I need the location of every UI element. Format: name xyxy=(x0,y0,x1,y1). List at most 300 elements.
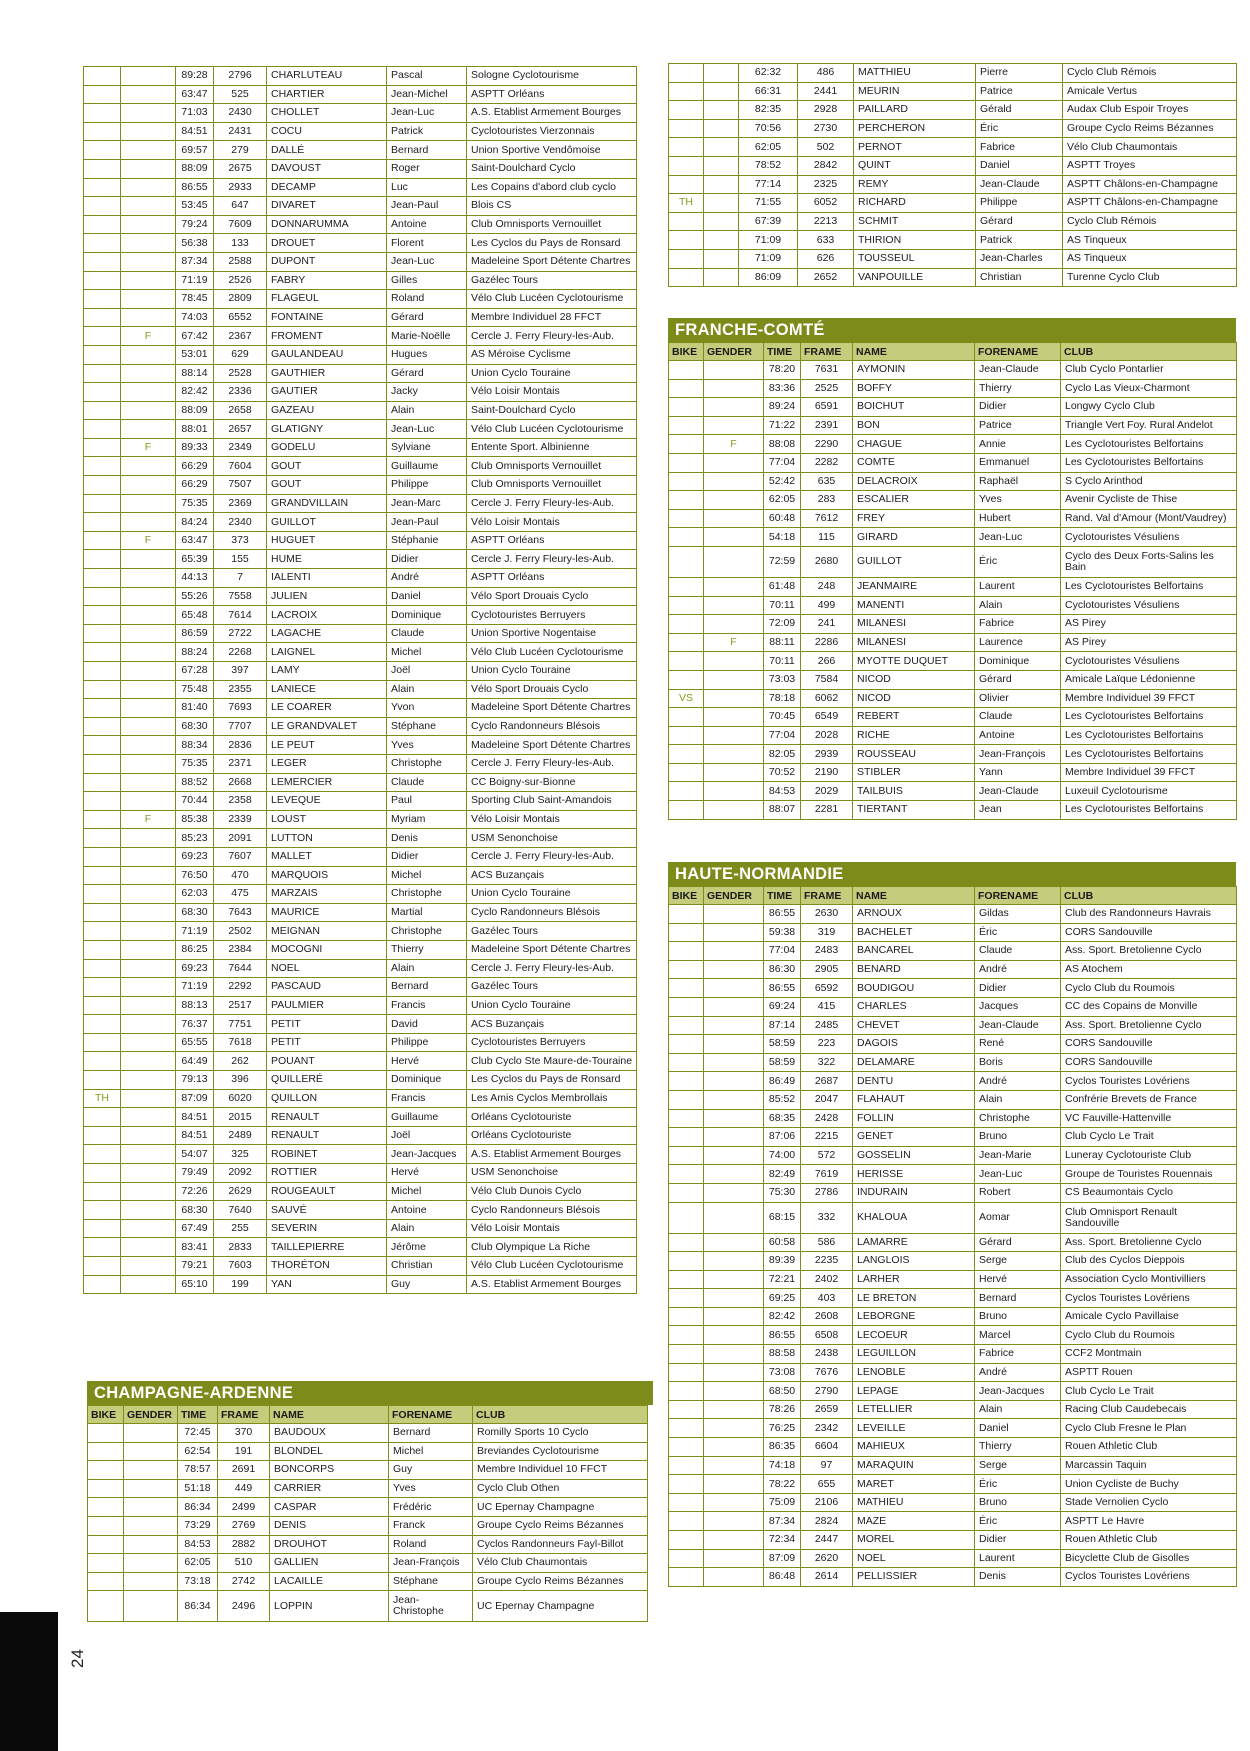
cell-gender xyxy=(121,792,176,811)
cell-forename: Francis xyxy=(387,1089,467,1108)
table-row xyxy=(84,643,637,662)
cell-name: CHEVET xyxy=(853,1016,975,1035)
cell-time: 73:08 xyxy=(764,1363,801,1382)
cell-gender xyxy=(121,587,176,606)
cell-bike xyxy=(669,416,704,435)
table-row xyxy=(669,1128,1237,1147)
table-row xyxy=(669,1289,1237,1308)
cell-bike xyxy=(84,438,121,457)
cell-name: FREY xyxy=(853,509,975,528)
cell-gender xyxy=(121,104,176,123)
cell-name: DELAMARE xyxy=(853,1053,975,1072)
cell-gender xyxy=(704,416,764,435)
cell-forename: Serge xyxy=(975,1252,1061,1271)
cell-forename: Michel xyxy=(387,1182,467,1201)
cell-frame: 2652 xyxy=(798,268,854,287)
table-row xyxy=(84,885,637,904)
cell-gender xyxy=(704,1289,764,1308)
cell-forename: Fabrice xyxy=(975,1345,1061,1364)
cell-name: MARZAIS xyxy=(267,885,387,904)
cell-club: AS Pirey xyxy=(1061,633,1237,652)
cell-forename: Christophe xyxy=(975,1109,1061,1128)
cell-club: CS Beaumontais Cyclo xyxy=(1061,1183,1237,1202)
cell-forename: Stéphane xyxy=(389,1572,473,1591)
cell-club: Union Cyclo Touraine xyxy=(467,885,637,904)
cell-name: GAUTIER xyxy=(267,383,387,402)
cell-time: 87:09 xyxy=(764,1549,801,1568)
cell-forename: Éric xyxy=(976,119,1063,138)
cell-frame: 586 xyxy=(801,1233,853,1252)
cell-club: ASPTT Rouen xyxy=(1061,1363,1237,1382)
cell-gender xyxy=(121,662,176,681)
cell-forename: Gérald xyxy=(976,101,1063,120)
cell-club: Saint-Doulchard Cyclo xyxy=(467,401,637,420)
table-row xyxy=(669,64,1237,83)
cell-club: Entente Sport. Albinienne xyxy=(467,438,637,457)
cell-forename: Laurence xyxy=(975,633,1061,652)
cell-forename: Denis xyxy=(975,1568,1061,1587)
cell-name: TIERTANT xyxy=(853,801,975,820)
cell-club: Club Omnisports Vernouillet xyxy=(467,476,637,495)
cell-forename: Gérard xyxy=(387,308,467,327)
cell-gender xyxy=(121,978,176,997)
table-row xyxy=(88,1461,648,1480)
cell-bike xyxy=(669,905,704,924)
cell-bike xyxy=(84,680,121,699)
cell-gender xyxy=(704,1363,764,1382)
cell-club: Les Cyclotouristes Belfortains xyxy=(1061,453,1237,472)
table-row xyxy=(84,1033,637,1052)
cell-forename: Roland xyxy=(387,290,467,309)
cell-bike xyxy=(669,1549,704,1568)
cell-gender xyxy=(704,249,739,268)
cell-club: Cyclo Club Rémois xyxy=(1063,64,1237,83)
table-row xyxy=(669,1183,1237,1202)
cell-time: 70:45 xyxy=(764,708,801,727)
table-row xyxy=(84,383,637,402)
cell-gender: F xyxy=(121,438,176,457)
cell-name: MANENTI xyxy=(853,596,975,615)
cell-gender xyxy=(704,1456,764,1475)
cell-frame: 2939 xyxy=(801,745,853,764)
cell-forename: Gérard xyxy=(975,1233,1061,1252)
table-row xyxy=(669,528,1237,547)
cell-name: INDURAIN xyxy=(853,1183,975,1202)
cell-bike xyxy=(669,1307,704,1326)
cell-frame: 2325 xyxy=(798,175,854,194)
table-row xyxy=(669,1270,1237,1289)
cell-gender xyxy=(121,1052,176,1071)
cell-frame: 2502 xyxy=(214,922,267,941)
column-header-time: TIME xyxy=(764,887,801,905)
column-header-gender: GENDER xyxy=(704,343,764,361)
cell-forename: Yves xyxy=(387,736,467,755)
table-row xyxy=(669,1400,1237,1419)
cell-forename: Jean-Luc xyxy=(975,1165,1061,1184)
haute-normandie-title: HAUTE-NORMANDIE xyxy=(668,862,1236,886)
table-row xyxy=(84,978,637,997)
cell-bike xyxy=(669,1475,704,1494)
cell-frame: 629 xyxy=(214,345,267,364)
table-row xyxy=(84,364,637,383)
cell-gender xyxy=(121,736,176,755)
cell-bike xyxy=(84,829,121,848)
cell-frame: 2106 xyxy=(801,1493,853,1512)
cell-name: DAVOUST xyxy=(267,159,387,178)
franche-comte-table xyxy=(668,342,1237,820)
cell-forename: Denis xyxy=(387,829,467,848)
cell-club: ASPTT Orléans xyxy=(467,531,637,550)
cell-forename: Bernard xyxy=(975,1289,1061,1308)
table-row xyxy=(84,1089,637,1108)
cell-bike xyxy=(669,615,704,634)
table-row xyxy=(669,652,1237,671)
cell-name: MILANESI xyxy=(853,615,975,634)
cell-name: ROUGEAULT xyxy=(267,1182,387,1201)
cell-gender xyxy=(704,1252,764,1271)
column-header-forename: FORENAME xyxy=(975,887,1061,905)
cell-club: Groupe Cyclo Reims Bézannes xyxy=(1063,119,1237,138)
cell-forename: Jean-Claude xyxy=(975,782,1061,801)
cell-club: Les Cyclos du Pays de Ronsard xyxy=(467,1071,637,1090)
cell-frame: 499 xyxy=(801,596,853,615)
cell-forename: Alain xyxy=(387,959,467,978)
cell-forename: Jean-Claude xyxy=(975,1016,1061,1035)
table-header-row xyxy=(88,1406,648,1424)
table-row xyxy=(84,178,637,197)
cell-forename: Patrick xyxy=(976,231,1063,250)
cell-club: Amicale Laïque Lédonienne xyxy=(1061,670,1237,689)
cell-bike xyxy=(84,978,121,997)
cell-club: Club Omnisports Vernouillet xyxy=(467,215,637,234)
cell-bike xyxy=(669,652,704,671)
cell-name: MAZE xyxy=(853,1512,975,1531)
cell-gender xyxy=(121,699,176,718)
cell-name: PETIT xyxy=(267,1033,387,1052)
cell-gender xyxy=(704,546,764,577)
cell-time: 70:56 xyxy=(739,119,798,138)
cell-name: MALLET xyxy=(267,847,387,866)
cell-name: TAILLEPIERRE xyxy=(267,1238,387,1257)
cell-time: 77:04 xyxy=(764,942,801,961)
page-number: 24 xyxy=(68,1649,87,1668)
cell-gender xyxy=(704,1165,764,1184)
cell-time: 84:53 xyxy=(764,782,801,801)
cell-time: 73:18 xyxy=(178,1572,218,1591)
cell-frame: 2657 xyxy=(214,420,267,439)
cell-club: CC des Copains de Monville xyxy=(1061,997,1237,1016)
table-row xyxy=(669,1549,1237,1568)
cell-name: BLONDEL xyxy=(270,1442,389,1461)
cell-name: NICOD xyxy=(853,689,975,708)
cell-club: Cyclo Club Rémois xyxy=(1063,212,1237,231)
cell-gender xyxy=(121,420,176,439)
cell-bike xyxy=(669,64,704,83)
cell-name: CHOLLET xyxy=(267,104,387,123)
cell-bike xyxy=(84,662,121,681)
column-header-name: NAME xyxy=(853,343,975,361)
cell-name: THORÉTON xyxy=(267,1257,387,1276)
table-row xyxy=(84,327,637,346)
cell-club: Cyclotouristes Berruyers xyxy=(467,1033,637,1052)
table-row xyxy=(84,829,637,848)
cell-club: Marcassin Taquin xyxy=(1061,1456,1237,1475)
cell-club: Club des Randonneurs Havrais xyxy=(1061,905,1237,924)
cell-name: LEBORGNE xyxy=(853,1307,975,1326)
cell-forename: Gérard xyxy=(976,212,1063,231)
cell-name: QUILLERÉ xyxy=(267,1071,387,1090)
column-header-name: NAME xyxy=(270,1406,389,1424)
table-row xyxy=(669,1202,1237,1233)
cell-gender xyxy=(121,1275,176,1294)
cell-name: MILANESI xyxy=(853,633,975,652)
cell-name: GLATIGNY xyxy=(267,420,387,439)
cell-forename: Alain xyxy=(975,1400,1061,1419)
cell-frame: 2496 xyxy=(218,1591,270,1622)
cell-bike xyxy=(669,801,704,820)
cell-bike xyxy=(669,212,704,231)
cell-frame: 325 xyxy=(214,1145,267,1164)
cell-name: HERISSE xyxy=(853,1165,975,1184)
table-row xyxy=(669,670,1237,689)
table-row xyxy=(84,792,637,811)
cell-name: COMTE xyxy=(853,453,975,472)
cell-gender xyxy=(704,101,739,120)
cell-bike xyxy=(84,122,121,141)
cell-gender xyxy=(704,1345,764,1364)
cell-bike xyxy=(669,708,704,727)
cell-club: Rouen Athletic Club xyxy=(1061,1438,1237,1457)
table-row xyxy=(84,1275,637,1294)
cell-time: 74:03 xyxy=(176,308,214,327)
cell-forename: Christophe xyxy=(387,922,467,941)
cell-frame: 7558 xyxy=(214,587,267,606)
cell-bike xyxy=(669,1035,704,1054)
cell-club: Les Cyclotouristes Belfortains xyxy=(1061,726,1237,745)
cell-time: 51:18 xyxy=(178,1479,218,1498)
cell-forename: Jean-François xyxy=(389,1554,473,1573)
cell-name: GOSSELIN xyxy=(853,1146,975,1165)
table-row xyxy=(669,82,1237,101)
cell-gender xyxy=(704,156,739,175)
cell-frame: 115 xyxy=(801,528,853,547)
column-header-gender: GENDER xyxy=(124,1406,178,1424)
cell-gender xyxy=(704,1475,764,1494)
cell-frame: 2371 xyxy=(214,754,267,773)
cell-frame: 2029 xyxy=(801,782,853,801)
cell-name: FABRY xyxy=(267,271,387,290)
cell-club: Groupe Cyclo Reims Bézannes xyxy=(473,1572,648,1591)
table-header-row xyxy=(669,343,1237,361)
cell-forename: Antoine xyxy=(387,1201,467,1220)
cell-forename: Éric xyxy=(975,923,1061,942)
cell-forename: Sylviane xyxy=(387,438,467,457)
cell-bike xyxy=(669,960,704,979)
table-row xyxy=(84,67,637,86)
column-header-time: TIME xyxy=(178,1406,218,1424)
cell-time: 71:09 xyxy=(739,249,798,268)
cell-frame: 7693 xyxy=(214,699,267,718)
cell-forename: Jean-Luc xyxy=(387,252,467,271)
cell-forename: Thierry xyxy=(975,1438,1061,1457)
cell-frame: 2092 xyxy=(214,1164,267,1183)
cell-forename: Philippe xyxy=(387,476,467,495)
cell-club: Club Cyclo Pontarlier xyxy=(1061,361,1237,380)
cell-forename: Franck xyxy=(389,1516,473,1535)
table-row xyxy=(84,606,637,625)
cell-time: 71:22 xyxy=(764,416,801,435)
cell-bike xyxy=(84,1238,121,1257)
cell-frame: 633 xyxy=(798,231,854,250)
cell-name: RICHARD xyxy=(854,194,976,213)
cell-club: Club Cyclo Le Trait xyxy=(1061,1128,1237,1147)
cell-forename: Jean-Christophe xyxy=(389,1591,473,1622)
cell-bike xyxy=(669,1252,704,1271)
cell-forename: Dominique xyxy=(387,1071,467,1090)
cell-bike xyxy=(88,1535,124,1554)
cell-time: 68:15 xyxy=(764,1202,801,1233)
cell-frame: 2015 xyxy=(214,1108,267,1127)
cell-time: 82:49 xyxy=(764,1165,801,1184)
cell-name: LACROIX xyxy=(267,606,387,625)
cell-bike: VS xyxy=(669,689,704,708)
cell-club: USM Senonchoise xyxy=(467,829,637,848)
table-row xyxy=(669,1438,1237,1457)
cell-time: 87:09 xyxy=(176,1089,214,1108)
cell-gender: F xyxy=(704,633,764,652)
cell-gender xyxy=(121,717,176,736)
cell-name: ROTTIER xyxy=(267,1164,387,1183)
cell-name: POUANT xyxy=(267,1052,387,1071)
cell-name: REMY xyxy=(854,175,976,194)
cell-bike xyxy=(669,1326,704,1345)
cell-name: LEMERCIER xyxy=(267,773,387,792)
cell-name: RENAULT xyxy=(267,1108,387,1127)
cell-bike xyxy=(669,997,704,1016)
table-row xyxy=(84,401,637,420)
table-row xyxy=(669,1146,1237,1165)
cell-bike xyxy=(84,754,121,773)
cell-name: LAMY xyxy=(267,662,387,681)
table-row xyxy=(84,345,637,364)
table-row xyxy=(669,1493,1237,1512)
cell-club: Cyclo Club du Roumois xyxy=(1061,1326,1237,1345)
table-row xyxy=(669,596,1237,615)
cell-gender xyxy=(121,1089,176,1108)
cell-club: Rouen Athletic Club xyxy=(1061,1531,1237,1550)
cell-forename: André xyxy=(975,1363,1061,1382)
table-row xyxy=(669,1016,1237,1035)
cell-frame: 7604 xyxy=(214,457,267,476)
cell-gender xyxy=(704,1493,764,1512)
cell-forename: Boris xyxy=(975,1053,1061,1072)
cell-name: DAGOIS xyxy=(853,1035,975,1054)
cell-bike xyxy=(669,979,704,998)
cell-club: A.S. Etablist Armement Bourges xyxy=(467,1145,637,1164)
cell-bike xyxy=(669,745,704,764)
cell-time: 77:14 xyxy=(739,175,798,194)
cell-gender xyxy=(704,708,764,727)
cell-club: Ass. Sport. Bretolienne Cyclo xyxy=(1061,1233,1237,1252)
cell-club: Membre Individuel 10 FFCT xyxy=(473,1461,648,1480)
cell-gender xyxy=(121,754,176,773)
cell-bike xyxy=(669,361,704,380)
cell-name: CHAGUE xyxy=(853,435,975,454)
cell-club: Club Omnisports Vernouillet xyxy=(467,457,637,476)
cell-frame: 7619 xyxy=(801,1165,853,1184)
cell-forename: Paul xyxy=(387,792,467,811)
cell-name: GENET xyxy=(853,1128,975,1147)
cell-time: 89:28 xyxy=(176,67,214,86)
cell-gender xyxy=(704,212,739,231)
cell-gender xyxy=(121,1145,176,1164)
cell-time: 55:26 xyxy=(176,587,214,606)
cell-club: Audax Club Espoir Troyes xyxy=(1063,101,1237,120)
cell-club: Vélo Club Lucéen Cyclotourisme xyxy=(467,290,637,309)
cell-forename: Gildas xyxy=(975,905,1061,924)
cell-frame: 2215 xyxy=(801,1128,853,1147)
table-row xyxy=(84,159,637,178)
cell-gender xyxy=(704,361,764,380)
cell-forename: Jean-Charles xyxy=(976,249,1063,268)
table-row xyxy=(669,1419,1237,1438)
cell-time: 78:45 xyxy=(176,290,214,309)
cell-gender xyxy=(704,379,764,398)
cell-forename: Jean-Paul xyxy=(387,513,467,532)
cell-bike xyxy=(84,1201,121,1220)
cell-gender xyxy=(121,1015,176,1034)
cell-forename: David xyxy=(387,1015,467,1034)
cell-time: 88:14 xyxy=(176,364,214,383)
cell-club: ASPTT Le Havre xyxy=(1061,1512,1237,1531)
cell-gender xyxy=(704,997,764,1016)
cell-bike xyxy=(669,138,704,157)
cell-club: A.S. Etablist Armement Bourges xyxy=(467,1275,637,1294)
cell-time: 62:05 xyxy=(764,491,801,510)
cell-club: Membre Individuel 39 FFCT xyxy=(1061,763,1237,782)
cell-time: 62:03 xyxy=(176,885,214,904)
cell-bike xyxy=(84,364,121,383)
cell-time: 72:45 xyxy=(178,1424,218,1443)
table-row xyxy=(84,252,637,271)
cell-frame: 415 xyxy=(801,997,853,1016)
cell-forename: André xyxy=(975,1072,1061,1091)
cell-time: 71:03 xyxy=(176,104,214,123)
cell-club: ASPTT Châlons-en-Champagne xyxy=(1063,175,1237,194)
cell-club: Vélo Club Lucéen Cyclotourisme xyxy=(467,643,637,662)
cell-bike xyxy=(669,379,704,398)
cell-name: GIRARD xyxy=(853,528,975,547)
cell-frame: 7 xyxy=(214,569,267,588)
cell-gender xyxy=(121,383,176,402)
cell-gender: F xyxy=(121,810,176,829)
table-row xyxy=(669,1382,1237,1401)
cell-club: Turenne Cyclo Club xyxy=(1063,268,1237,287)
cell-forename: Jean-Jacques xyxy=(975,1382,1061,1401)
cell-bike xyxy=(84,810,121,829)
cell-frame: 2292 xyxy=(214,978,267,997)
cell-name: MATHIEU xyxy=(853,1493,975,1512)
cell-time: 84:51 xyxy=(176,1126,214,1145)
cell-bike xyxy=(669,398,704,417)
cell-time: 52:42 xyxy=(764,472,801,491)
cell-frame: 2833 xyxy=(214,1238,267,1257)
table-row xyxy=(84,420,637,439)
cell-club: Club des Cyclos Dieppois xyxy=(1061,1252,1237,1271)
cell-name: STIBLER xyxy=(853,763,975,782)
cell-bike xyxy=(84,252,121,271)
cell-time: 54:18 xyxy=(764,528,801,547)
